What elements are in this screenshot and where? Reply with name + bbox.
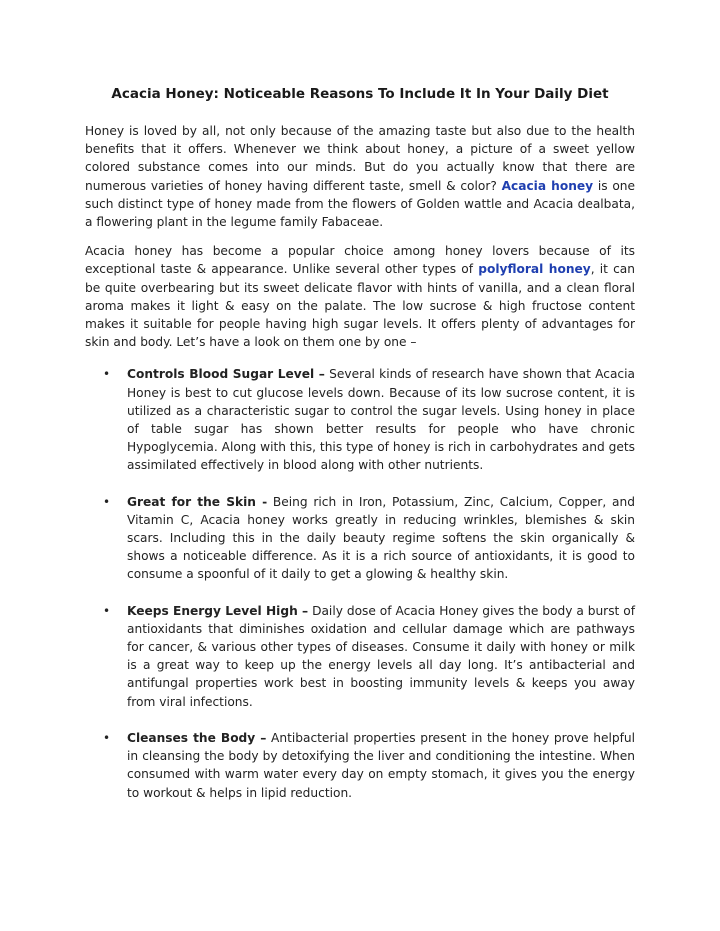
list-item-text: Daily dose of Acacia Honey gives the body a burst of antioxidants that diminishes oxidation and cellular damage which are pathways for cancer, & various other types of diseases. Consume it daily with honey or milk is a great way to keep up the energy levels all day long. It’s antibacterial and antifungal properties work best in boosting immunity levels & keeps you away from viral infections.	[127, 603, 635, 709]
polyfloral-honey-link[interactable]: polyfloral honey	[478, 262, 591, 277]
bullet-icon: •	[103, 494, 111, 509]
list-item-title: Controls Blood Sugar Level –	[127, 367, 325, 382]
intro-paragraph	[85, 122, 635, 231]
second-text: Acacia honey has become a popular choice among honey lovers because of its exceptional taste & appearance. Unlike several other types of	[85, 244, 635, 277]
benefits-list	[85, 365, 635, 801]
second-paragraph	[85, 242, 635, 351]
list-item-title: Keeps Energy Level High –	[127, 603, 309, 618]
list-item-text: Being rich in Iron, Potassium, Zinc, Calcium, Copper, and Vitamin C, Acacia honey works greatly in reducing wrinkles, blemishes & skin scars. Including this in the daily beauty regime softens the skin organically & shows a noticeable difference. As it is a rich source of antioxidants, it is good to consume a spoonful of it daily to get a glowing & healthy skin.	[127, 494, 635, 582]
second-text-continued: , it can be quite overbearing but its sweet delicate flavor with hints of vanilla, and a clean floral aroma makes it light & easy on the palate. The low sucrose & high fructose content makes it suitable for people having high sugar levels. It offers plenty of advantages for skin and body. Let’s have a look on them one by one –	[85, 262, 635, 350]
list-item	[85, 729, 635, 802]
bullet-icon: •	[103, 367, 111, 382]
bullet-icon: •	[103, 603, 111, 618]
list-item	[85, 365, 635, 474]
intro-text: Honey is loved by all, not only because of the amazing taste but also due to the health benefits that it offers. Whenever we think about honey, a picture of a sweet yellow colored substance comes into our minds. But do you actually know that there are numerous varieties of honey having different taste, smell & color?	[85, 124, 635, 193]
list-item	[85, 493, 635, 584]
list-item-text: Several kinds of research have shown that Acacia Honey is best to cut glucose levels down. Because of its low sucrose content, it is utilized as a characteristic sugar to control the sugar levels. Using honey in place of table sugar has shown better results for people who have chronic Hypoglycemia. Along with this, this type of honey is rich in carbohydrates and gets assimilated effectively in blood along with other nutrients.	[127, 367, 635, 473]
list-item-title: Cleanses the Body –	[127, 730, 267, 745]
list-item-title: Great for the Skin -	[127, 494, 268, 509]
acacia-honey-link[interactable]: Acacia honey	[501, 178, 594, 193]
list-item	[85, 602, 635, 711]
bullet-icon: •	[103, 730, 111, 745]
list-item-text: Antibacterial properties present in the honey prove helpful in cleansing the body by detoxifying the liver and conditioning the intestine. When consumed with warm water every day on empty stomach, it gives you the energy to workout & helps in lipid reduction.	[127, 730, 635, 800]
page-title: Acacia Honey: Noticeable Reasons To Include It In Your Daily Diet	[111, 86, 609, 102]
intro-text-continued: is one such distinct type of honey made from the flowers of Golden wattle and Acacia dealbata, a flowering plant in the legume family Fabaceae.	[85, 178, 635, 230]
